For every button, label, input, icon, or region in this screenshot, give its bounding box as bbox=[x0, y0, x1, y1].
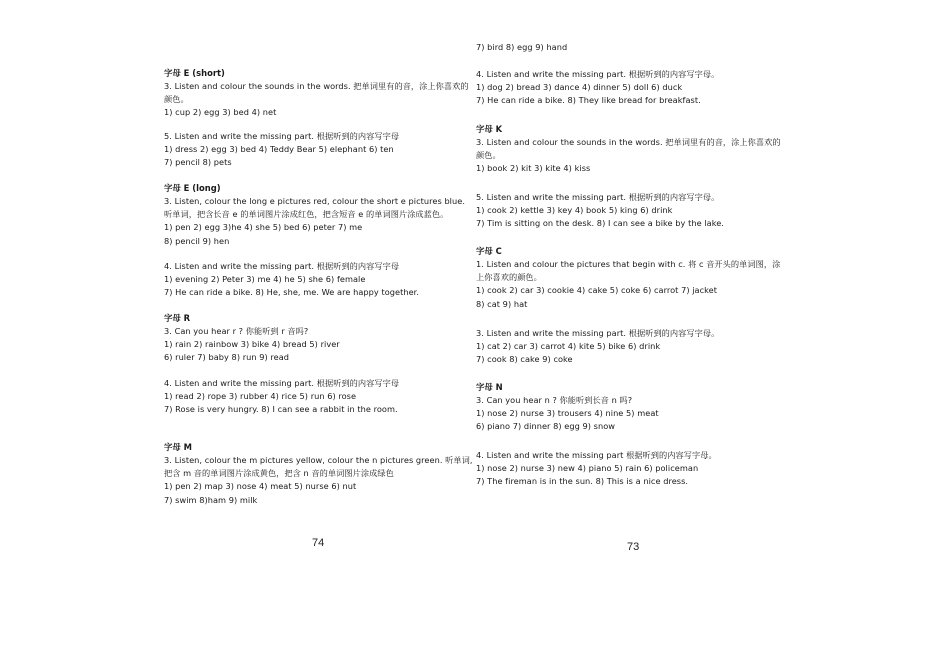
exercise-line: 把含 m 音的单词图片涂成黄色，把含 n 音的单词图片涂成绿色 bbox=[164, 468, 394, 479]
exercise-line: 1) cook 2) car 3) cookie 4) cake 5) coke 6) carrot 7) jacket bbox=[476, 285, 718, 296]
exercise-line: 7) bird 8) egg 9) hand bbox=[476, 42, 568, 52]
exercise-line: 7) cook 8) cake 9) coke bbox=[476, 354, 573, 365]
exercise-section bbox=[476, 68, 806, 108]
exercise-line: 4. Listen and write the missing part. 根据听到的内容写字母 bbox=[164, 261, 400, 271]
section-heading: 字母 R bbox=[164, 313, 191, 323]
exercise-line: 7) Rose is very hungry. 8) I can see a rabbit in the room. bbox=[164, 404, 398, 415]
exercise-line: 1) book 2) kit 3) kite 4) kiss bbox=[476, 163, 591, 174]
section-heading: 字母 K bbox=[476, 124, 503, 134]
exercise-line: 8) cat 9) hat bbox=[476, 298, 528, 309]
exercise-line: 7) He can ride a bike. 8) They like bread for breakfast. bbox=[476, 95, 701, 106]
exercise-line: 1) dog 2) bread 3) dance 4) dinner 5) doll 6) duck bbox=[476, 82, 683, 93]
exercise-line: 颜色。 bbox=[164, 94, 189, 105]
exercise-section bbox=[164, 130, 494, 170]
section-heading: 字母 M bbox=[164, 442, 192, 452]
exercise-line: 上你喜欢的颜色。 bbox=[476, 272, 542, 283]
page-number-left: 74 bbox=[312, 537, 325, 549]
exercise-section bbox=[476, 191, 806, 231]
exercise-line: 8) pencil 9) hen bbox=[164, 235, 230, 246]
exercise-line: 3. Listen and write the missing part. 根据听到的内容写字母。 bbox=[476, 328, 720, 338]
exercise-line: 3. Listen and colour the sounds in the words. 把单词里有的音，涂上你喜欢的 bbox=[476, 137, 781, 147]
section-heading: 字母 E (short) bbox=[164, 68, 225, 78]
exercise-section bbox=[164, 182, 494, 248]
exercise-line: 7) He can ride a bike. 8) He, she, me. We are happy together. bbox=[164, 287, 419, 298]
exercise-line: 4. Listen and write the missing part 根据听到的内容写字母。 bbox=[476, 450, 717, 460]
exercise-section bbox=[164, 312, 494, 365]
section-heading: 字母 C bbox=[476, 246, 502, 256]
exercise-line: 4. Listen and write the missing part. 根据听到的内容写字母 bbox=[164, 378, 400, 388]
exercise-line: 1. Listen and colour the pictures that begin with c. 将 c 音开头的单词图，涂 bbox=[476, 259, 781, 269]
exercise-line: 1) cup 2) egg 3) bed 4) net bbox=[164, 107, 277, 118]
exercise-line: 3. Listen and colour the sounds in the words. 把单词里有的音，涂上你喜欢的 bbox=[164, 81, 469, 91]
exercise-line: 7) The fireman is in the sun. 8) This is a nice dress. bbox=[476, 476, 689, 487]
exercise-line: 1) cat 2) car 3) carrot 4) kite 5) bike 6) drink bbox=[476, 341, 661, 352]
exercise-line: 7) pencil 8) pets bbox=[164, 157, 232, 168]
exercise-section bbox=[164, 441, 494, 507]
exercise-line: 3. Can you hear r ? 你能听到 r 音吗? bbox=[164, 326, 309, 336]
exercise-line: 1) dress 2) egg 3) bed 4) Teddy Bear 5) elephant 6) ten bbox=[164, 144, 394, 155]
exercise-line: 1) nose 2) nurse 3) new 4) piano 5) rain 6) policeman bbox=[476, 463, 699, 474]
exercise-line: 7) swim 8)ham 9) milk bbox=[164, 494, 258, 505]
exercise-line: 1) read 2) rope 3) rubber 4) rice 5) run 6) rose bbox=[164, 391, 357, 402]
page-number-right: 73 bbox=[627, 541, 640, 553]
exercise-section bbox=[476, 327, 806, 367]
exercise-line: 3. Listen, colour the long e pictures red, colour the short e pictures blue. bbox=[164, 196, 465, 206]
exercise-section bbox=[164, 260, 494, 300]
exercise-section bbox=[164, 67, 494, 120]
exercise-line: 1) rain 2) rainbow 3) bike 4) bread 5) river bbox=[164, 339, 340, 350]
exercise-line: 听单词，把含长音 e 的单词图片涂成红色，把含短音 e 的单词图片涂成蓝色。 bbox=[164, 209, 449, 220]
exercise-line: 5. Listen and write the missing part. 根据听到的内容写字母 bbox=[164, 131, 400, 141]
exercise-section bbox=[476, 245, 806, 311]
exercise-section bbox=[164, 377, 494, 417]
exercise-line: 4. Listen and write the missing part. 根据听到的内容写字母。 bbox=[476, 69, 720, 79]
exercise-section bbox=[476, 449, 806, 489]
section-heading: 字母 E (long) bbox=[164, 183, 221, 193]
exercise-line: 颜色。 bbox=[476, 150, 501, 161]
section-heading: 字母 N bbox=[476, 382, 503, 392]
exercise-section bbox=[476, 123, 806, 176]
exercise-line: 3. Listen, colour the m pictures yellow, colour the n pictures green. 听单词, bbox=[164, 455, 473, 465]
exercise-line: 6) piano 7) dinner 8) egg 9) snow bbox=[476, 421, 616, 432]
exercise-line: 6) ruler 7) baby 8) run 9) read bbox=[164, 352, 290, 363]
exercise-line: 1) evening 2) Peter 3) me 4) he 5) she 6) female bbox=[164, 274, 366, 285]
exercise-line: 5. Listen and write the missing part. 根据听到的内容写字母。 bbox=[476, 192, 720, 202]
exercise-line: 3. Can you hear n ? 你能听到长音 n 吗? bbox=[476, 395, 633, 405]
exercise-section bbox=[476, 381, 806, 434]
exercise-line: 1) pen 2) egg 3)he 4) she 5) bed 6) peter 7) me bbox=[164, 222, 363, 233]
exercise-line: 7) Tim is sitting on the desk. 8) I can see a bike by the lake. bbox=[476, 218, 724, 229]
exercise-line: 1) pen 2) map 3) nose 4) meat 5) nurse 6) nut bbox=[164, 481, 357, 492]
exercise-line: 1) nose 2) nurse 3) trousers 4) nine 5) meat bbox=[476, 408, 659, 419]
exercise-line: 1) cook 2) kettle 3) key 4) book 5) king 6) drink bbox=[476, 205, 673, 216]
exercise-section bbox=[476, 41, 806, 54]
